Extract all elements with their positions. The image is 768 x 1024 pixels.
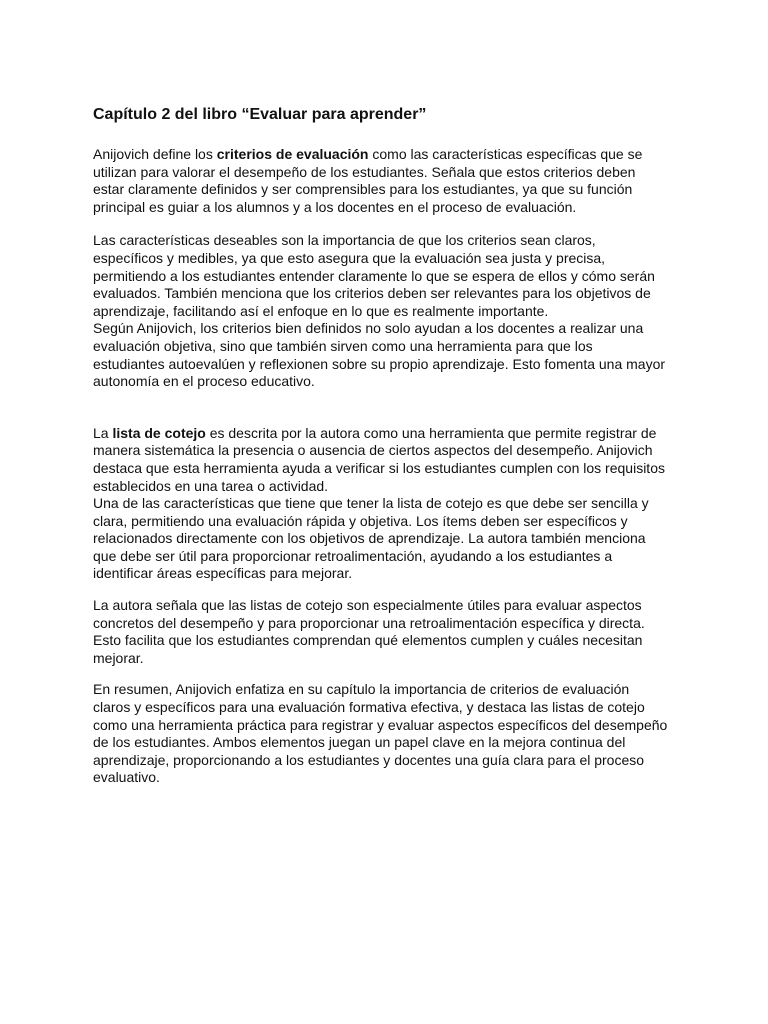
- paragraph-line: Las características deseables son la importancia de que los criterios sean claros,: [93, 232, 596, 249]
- paragraph-line: concretos del desempeño y para proporcionar una retroalimentación específica y directa.: [93, 614, 645, 631]
- paragraph-line: estudiantes autoevalúen y reflexionen sobre su propio aprendizaje. Esto fomenta una mayor: [93, 355, 666, 372]
- text-run: es descrita por la autora como una herramienta que permite registrar de: [205, 424, 657, 441]
- paragraph-line: específicos y medibles, ya que esto asegura que la evaluación sea justa y precisa,: [93, 249, 606, 266]
- paragraph-line: clara, permitiendo una evaluación rápida y objetiva. Los ítems deben ser específicos y: [93, 512, 628, 529]
- paragraph-line: estar claramente definidos y ser comprensibles para los estudiantes, ya que su función: [93, 181, 633, 198]
- text-run: La: [93, 424, 113, 441]
- paragraph-line: Según Anijovich, los criterios bien definidos no solo ayudan a los docentes a realizar una: [93, 320, 644, 337]
- paragraph-line: aprendizaje, facilitando así el enfoque en lo que es realmente importante.: [93, 302, 549, 319]
- paragraph-lista-de-cotejo: [93, 425, 693, 583]
- paragraph-line: permitiendo a los estudiantes entender claramente lo que se espera de ellos y cómo serán: [93, 267, 655, 284]
- paragraph-line: establecidos en una tarea o actividad.: [93, 477, 329, 494]
- paragraph-line: La autora señala que las listas de cotejo son especialmente útiles para evaluar aspectos: [93, 597, 642, 614]
- paragraph-criterios: [93, 146, 693, 216]
- paragraph-line: identificar áreas específicas para mejorar.: [93, 565, 353, 582]
- document-title: Capítulo 2 del libro “Evaluar para aprender”: [93, 106, 427, 123]
- paragraph-line: relacionados directamente con los objetivos de aprendizaje. La autora también menciona: [93, 530, 646, 547]
- paragraph-line: [93, 146, 693, 164]
- paragraph-line: mejorar.: [93, 649, 144, 666]
- paragraph-line: [93, 425, 693, 443]
- paragraph-line: destaca que esta herramienta ayuda a verificar si los estudiantes cumplen con los requisitos: [93, 459, 665, 476]
- paragraph-line: como una herramienta práctica para registrar y evaluar aspectos específicos del desempeño: [93, 716, 668, 733]
- paragraph-line: Esto facilita que los estudiantes comprendan qué elementos cumplen y cuáles necesitan: [93, 632, 643, 649]
- paragraph-line: principal es guiar a los alumnos y a los docentes en el proceso de evaluación.: [93, 198, 577, 215]
- paragraph-caracteristicas: [93, 232, 693, 390]
- paragraph-line: claros y específicos para una evaluación formativa efectiva, y destaca las listas de cotejo: [93, 699, 645, 716]
- bold-term-criterios: criterios de evaluación: [216, 146, 369, 162]
- paragraph-line: autonomía en el proceso educativo.: [93, 373, 315, 390]
- paragraph-line: que debe ser útil para proporcionar retroalimentación, ayudando a los estudiantes a: [93, 547, 613, 564]
- paragraph-utilidad: [93, 597, 693, 667]
- document-page: [93, 106, 693, 787]
- text-run: Anijovich define los: [93, 146, 217, 162]
- paragraph-resumen: [93, 681, 693, 787]
- paragraph-line: evaluación objetiva, sino que también sirven como una herramienta para que los: [93, 337, 593, 354]
- paragraph-line: evaluativo.: [93, 769, 160, 786]
- paragraph-line: de los estudiantes. Ambos elementos juegan un papel clave en la mejora continua del: [93, 734, 626, 751]
- paragraph-line: aprendizaje, proporcionando a los estudiantes y docentes una guía clara para el proceso: [93, 751, 645, 768]
- bold-term-lista-de-cotejo: lista de cotejo: [112, 424, 206, 441]
- text-run: como las características específicas que se: [368, 146, 643, 162]
- paragraph-line: utilizan para valorar el desempeño de los estudiantes. Señala que estos criterios deben: [93, 163, 636, 180]
- paragraph-line: manera sistemática la presencia o ausencia de ciertos aspectos del desempeño. Anijovich: [93, 442, 653, 459]
- paragraph-line: En resumen, Anijovich enfatiza en su capítulo la importancia de criterios de evaluación: [93, 681, 630, 698]
- paragraph-line: Una de las características que tiene que tener la lista de cotejo es que debe ser sencilla y: [93, 495, 649, 512]
- paragraph-line: evaluados. También menciona que los criterios deben ser relevantes para los objetivos de: [93, 285, 651, 302]
